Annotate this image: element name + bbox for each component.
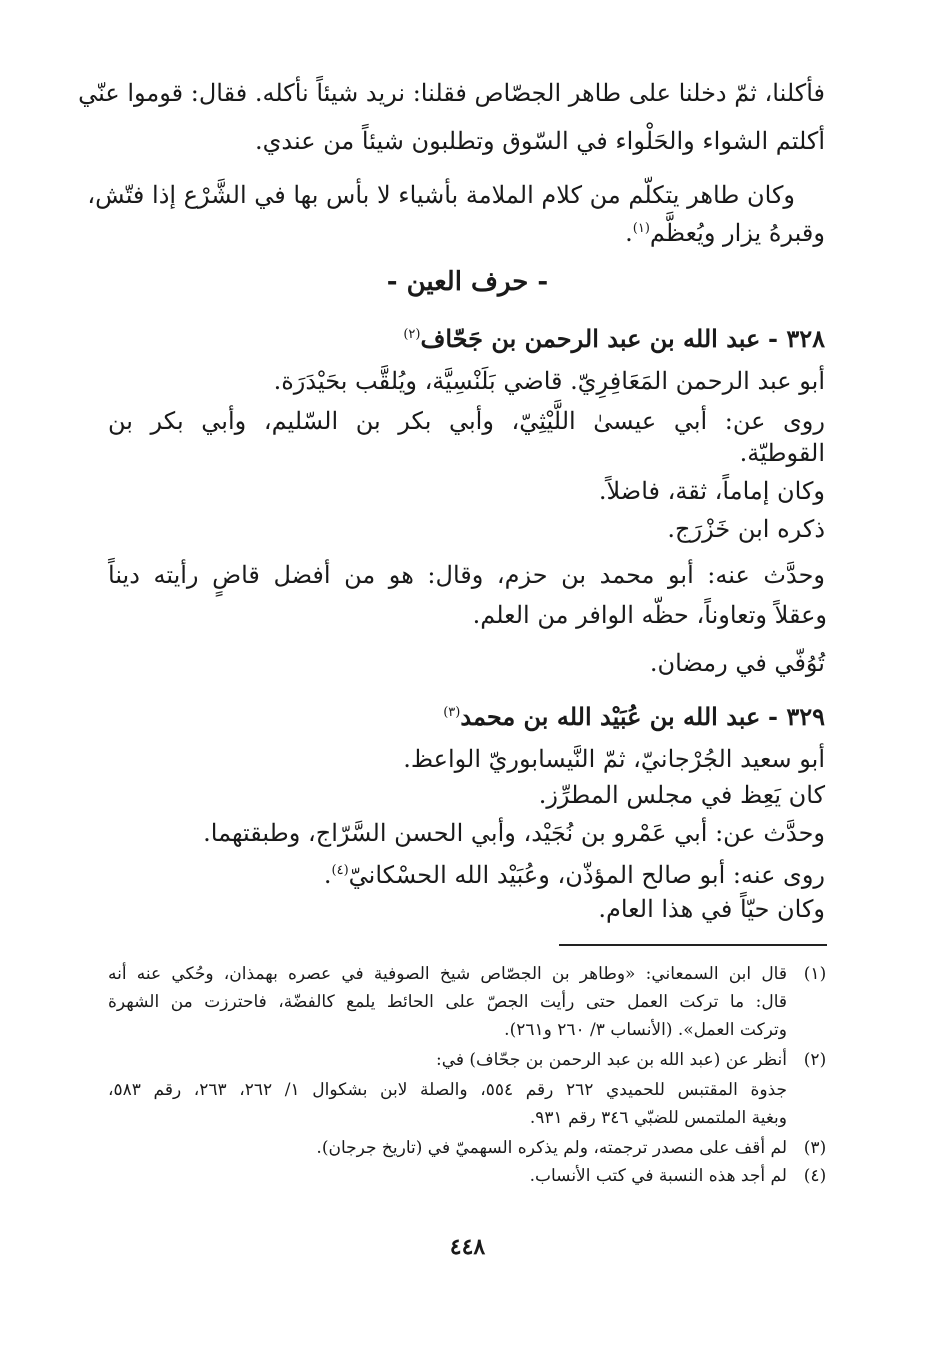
entry-heading bbox=[403, 318, 825, 356]
footnote-number: (٤) bbox=[803, 1166, 827, 1186]
entry-title: عبد الله بن عُبَيْد الله بن محمد bbox=[460, 702, 761, 731]
footnote-ref: (٣) bbox=[443, 705, 461, 720]
footnote-number: (٣) bbox=[803, 1138, 827, 1158]
footnote-line: قال: ما تركت العمل حتى رأيت الجصّ على الحائط يلمع كالفضّة، فاحترزت من الشهرة bbox=[108, 992, 787, 1012]
footnote-line: وتركت العمل». (الأنساب ٣/ ٢٦٠ و٢٦١). bbox=[504, 1020, 787, 1040]
body-line: وكان إماماً، ثقة، فاضلاً. bbox=[598, 477, 825, 505]
footnote-ref: (٤) bbox=[331, 863, 349, 878]
footnote-ref: (١) bbox=[632, 221, 650, 236]
footnote-line: وبغية الملتمس للضبّي ٣٤٦ رقم ٩٣١. bbox=[529, 1108, 787, 1128]
footnote-number: (٢) bbox=[803, 1050, 827, 1070]
footnote-line: قال ابن السمعاني: «وطاهر بن الجصّاص شيخ الصوفية في عصره بهمذان، وحُكي عنه أنه bbox=[108, 964, 787, 984]
body-text: وقبرهُ يزار ويُعظَّم bbox=[649, 219, 825, 247]
body-line: وكان حيّاً في هذا العام. bbox=[598, 895, 825, 923]
body-line: أبو سعيد الجُرْجانيّ، ثمّ النَّيسابوريّ الواعظ. bbox=[403, 745, 825, 773]
body-line bbox=[324, 854, 825, 892]
body-line: القوطيّة. bbox=[739, 439, 825, 467]
period: . bbox=[625, 219, 633, 247]
footnote-line: أنظر عن (عبد الله بن عبد الرحمن بن جحّاف) في: bbox=[435, 1050, 787, 1070]
entry-title: عبد الله بن عبد الرحمن بن جَحّاف bbox=[420, 324, 761, 353]
body-line: وحدَّث عن: أبي عَمْرو بن نُجَيْد، وأبي الحسن السَّرّاج، وطبقتهما. bbox=[203, 819, 825, 847]
period: . bbox=[323, 861, 332, 889]
footnote-line: جذوة المقتبس للحميدي ٢٦٢ رقم ٥٥٤، والصلة لابن بشكوال ١/ ٢٦٢، ٢٦٣، رقم ٥٨٣، bbox=[108, 1080, 787, 1100]
body-line: فأكلنا، ثمّ دخلنا على طاهر الجصّاص فقلنا: نريد شيئاً نأكله. فقال: قوموا عنّي bbox=[78, 79, 825, 107]
body-line bbox=[625, 212, 825, 250]
body-line: أكلتم الشواء والحَلْواء في السّوق وتطلبون شيئاً من عندي. bbox=[254, 127, 825, 155]
body-line: روى عن: أبي عيسىٰ اللَّيْثِيّ، وأبي بكر بن السّليم، وأبي بكر بن bbox=[108, 407, 825, 435]
body-line: كان يَعِظ في مجلس المطرِّز. bbox=[538, 781, 825, 809]
footnote-line: لم أجد هذه النسبة في كتب الأنساب. bbox=[529, 1166, 787, 1186]
body-text: روى عنه: أبو صالح المؤذّن، وعُبَيْد الله الحسْكانيّ bbox=[348, 861, 825, 889]
page-number: ٤٤٨ bbox=[449, 1234, 486, 1260]
body-line: وعقلاً وتعاوناً، حظّه الوافر من العلم. bbox=[472, 601, 827, 629]
footnote-line: لم أقف على مصدر ترجمته، ولم يذكره السهميّ في (تاريخ جرجان). bbox=[316, 1138, 787, 1158]
footnote-ref: (٢) bbox=[403, 327, 421, 342]
body-line: وحدَّث عنه: أبو محمد بن حزم، وقال: هو من أفضل قاضٍ رأيته ديناً bbox=[108, 561, 825, 589]
section-heading: - حرف العين - bbox=[386, 267, 549, 297]
footnote-separator bbox=[559, 944, 827, 946]
body-line: وكان طاهر يتكلّم من كلام الملامة بأشياء لا بأس بها في الشَّرْع إذا فتّش، bbox=[87, 181, 795, 209]
body-line: ذكره ابن خَزْرَج. bbox=[667, 515, 825, 543]
footnote-number: (١) bbox=[803, 964, 827, 984]
entry-heading bbox=[443, 696, 825, 734]
body-line: تُوُفّي في رمضان. bbox=[649, 649, 825, 677]
entry-number: ٣٢٨ - bbox=[768, 324, 825, 353]
entry-number: ٣٢٩ - bbox=[768, 702, 825, 731]
body-line: أبو عبد الرحمن المَعَافِرِيّ. قاضي بَلَنْسِيَّة، ويُلقَّب بحَيْدَرَة. bbox=[273, 367, 825, 395]
